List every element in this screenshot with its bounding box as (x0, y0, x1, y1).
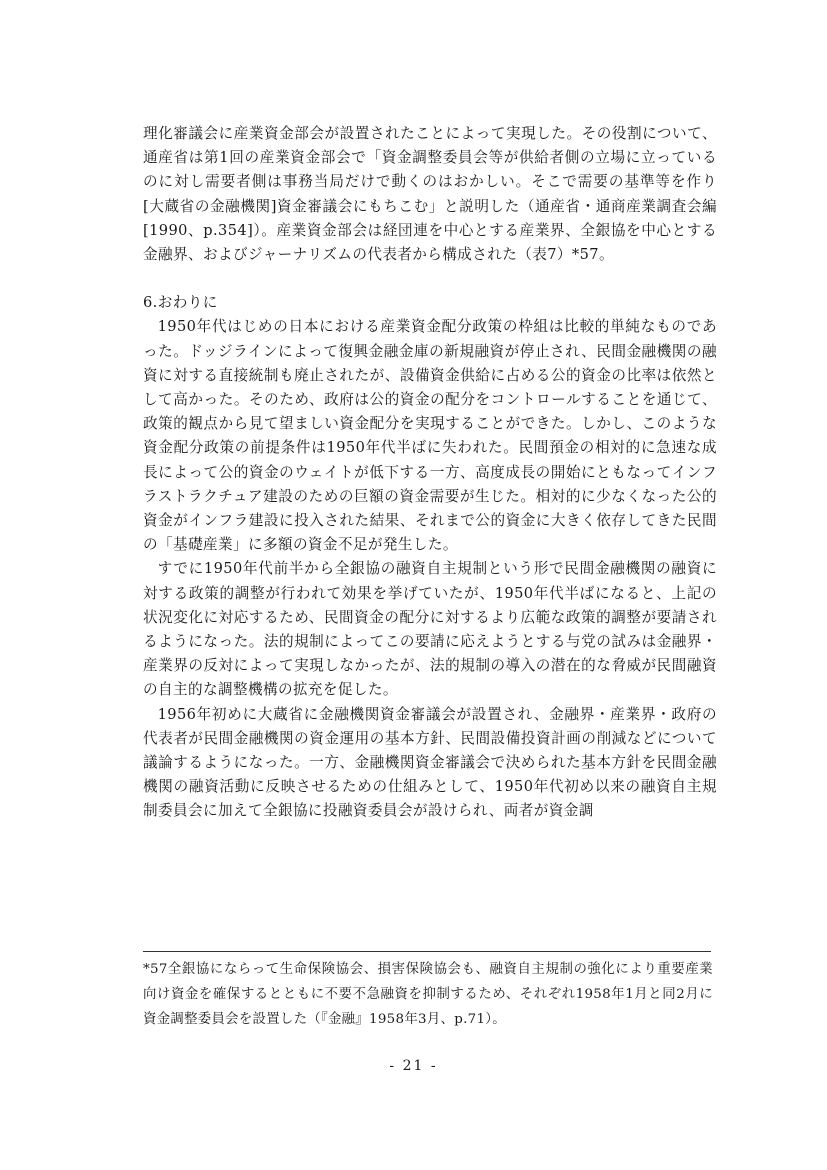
paragraph-3: すでに1950年代前半から全銀協の融資自主規制という形で民間金融機関の融資に対する政策的調整が行われて効果を挙げていたが、1950年代半ばになると、上記の状況変化に対応するため、民間資金の配分に対するより広範な政策的調整が要請されるようになった。法的規制によってこの要請に応えようとする与党の試みは金融界・産業界の反対によって実現しなかったが、法的規制の導入の潜在的な脅威が民間融資の自主的な調整機構の拡充を促した。 (143, 560, 717, 699)
paragraph-1: 理化審議会に産業資金部会が設置されたことによって実現した。その役割について、通産省は第1回の産業資金部会で「資金調整委員会等が供給者側の立場に立っているのに対し需要者側は事務当局だけで動くのはおかしい。そこで需要の基準等を作り[大蔵省の金融機関]資金審議会にもちこむ」と説明した（通産省・通商産業調査会編[1990、p.354]）。産業資金部会は経団連を中心とする産業界、全銀協を中心とする金融界、およびジャーナリズムの代表者から構成された（表7）*57。 (143, 125, 717, 264)
paragraph-4: 1956年初めに大蔵省に金融機関資金審議会が設置され、金融界・産業界・政府の代表者が民間金融機関の資金運用の基本方針、民間設備投資計画の削減などについて議論するようになった。一方、金融機関資金審議会で決められた基本方針を民間金融機関の融資活動に反映させるための仕組みとして、1950年代初め以来の融資自主規制委員会に加えて全銀協に投融資委員会が設けられ、両者が資金調 (143, 705, 717, 820)
section-heading: 6.おわりに (143, 294, 218, 312)
paragraph-2: 1950年代はじめの日本における産業資金配分政策の枠組は比較的単純なものであった。ドッジラインによって復興金融金庫の新規融資が停止され、民間金融機関の融資に対する直接統制も廃止されたが、設備資金供給に占める公的資金の比率は依然として高かった。そのため、政府は公的資金の配分をコントロールすることを通じて、政策的観点から見て望ましい資金配分を実現することができた。しかし、このような資金配分政策の前提条件は1950年代半ばに失われた。民間預金の相対的に急速な成長によって公的資金のウェイトが低下する一方、高度成長の開始にともなってインフラストラクチュア建設のための巨額の資金需要が生じた。相対的に少なくなった公的資金がインフラ建設に投入された結果、それまで公的資金に大きく依存してきた民間の「基礎産業」に多額の資金不足が発生した。 (143, 318, 717, 554)
footnote-divider (143, 951, 711, 952)
body-text (143, 122, 717, 824)
footnote-57: *57全銀協にならって生命保険協会、損害保険協会も、融資自主規制の強化により重要産業向け資金を確保するとともに不要不急融資を抑制するため、それぞれ1958年1月と同2月に資金調整委員会を設置した（『金融』1958年3月、p.71）。 (143, 962, 713, 1027)
page-number: - 21 - (389, 1058, 438, 1074)
